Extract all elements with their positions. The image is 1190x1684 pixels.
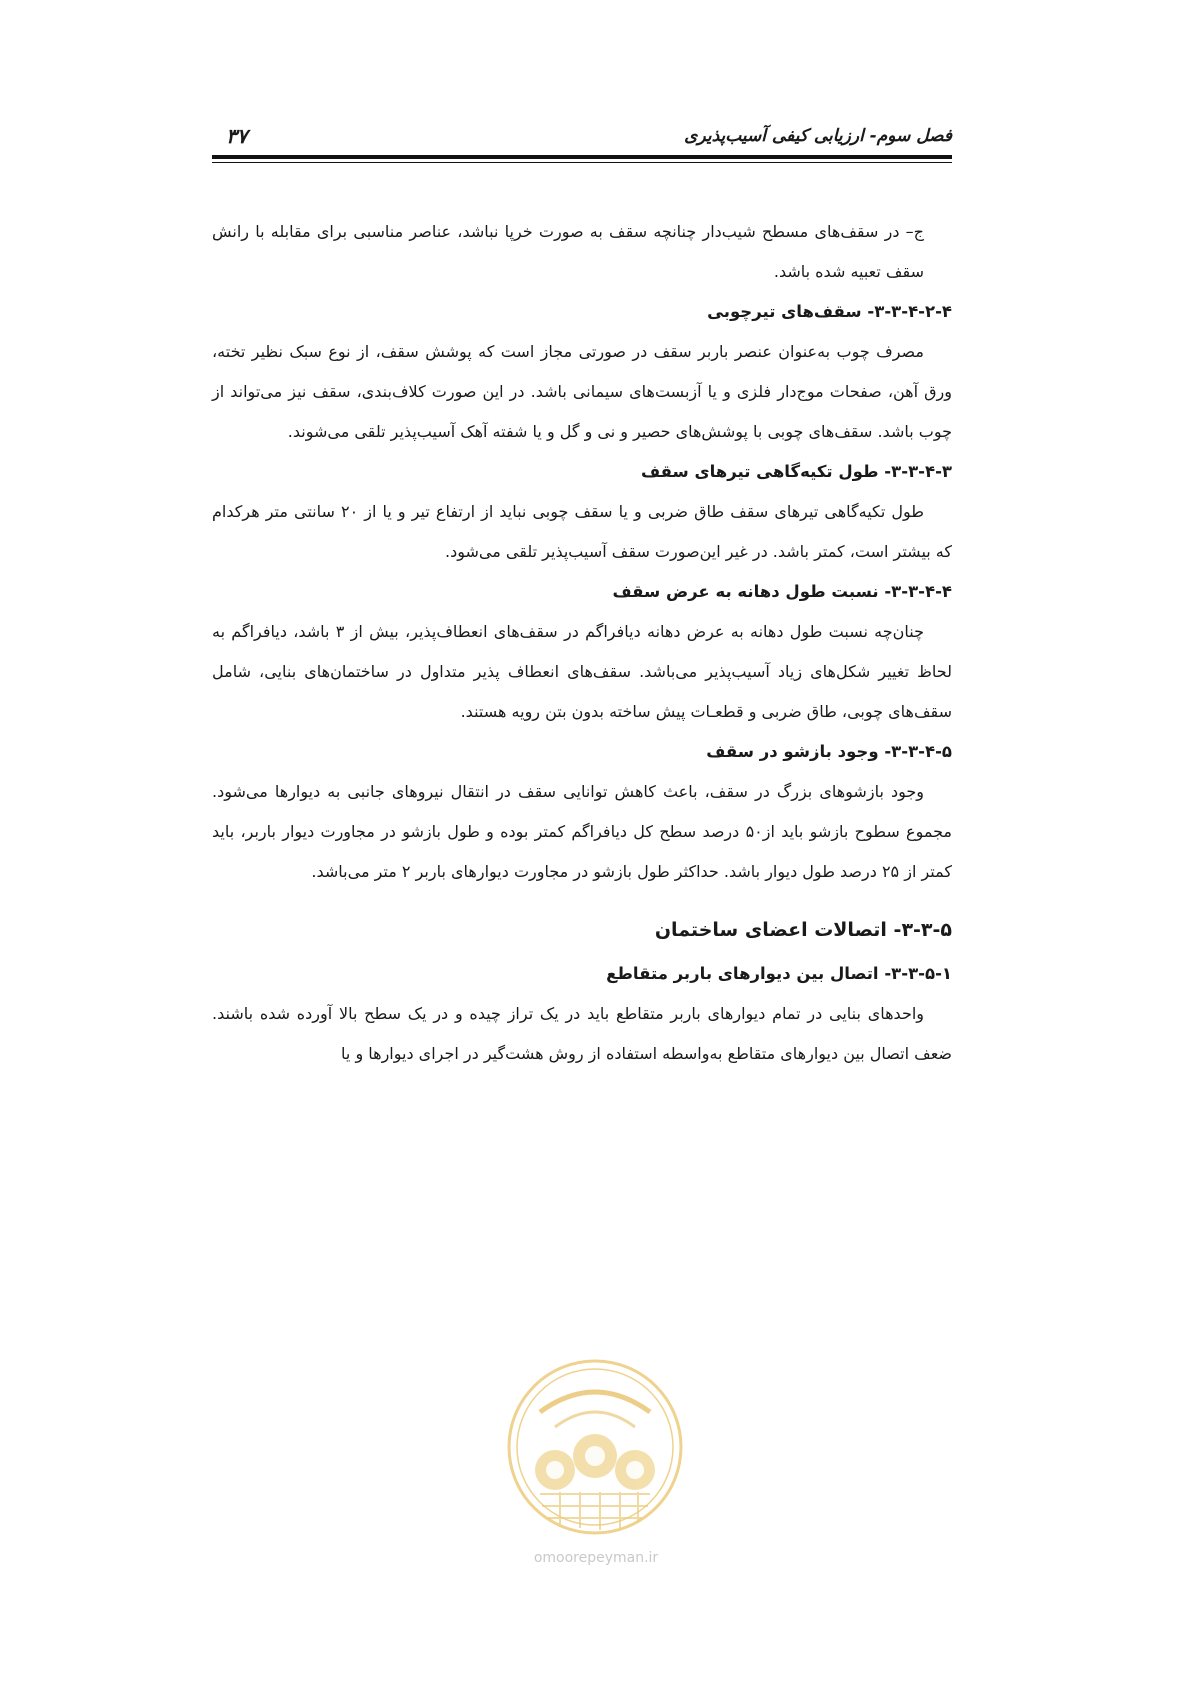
heading-connections: ۳-۳-۵- اتصالات اعضای ساختمان [654, 919, 952, 941]
heading-openings: ۳-۳-۴-۵- وجود بازشو در سقف [706, 742, 952, 761]
heading-span-ratio: ۳-۳-۴-۴- نسبت طول دهانه به عرض سقف [612, 582, 952, 601]
paragraph-wood-roofs: مصرف چوب به‌عنوان عنصر باربر سقف در صورتی مجاز است که پوشش سقف، از نوع سبک نظیر تخته، ورق آهن، صفحات موج‌دار فلزی و یا آزبست‌های سیمانی باشد. در این صورت کلاف‌بندی، سقف نیز می‌تواند از چوب باشد. سقف‌های چوبی با پوشش‌های حصیر و نی و گل و یا شفته آهک آسیب‌پذیر تلقی می‌شوند. [212, 342, 952, 441]
watermark-url: omoorepeyman.ir [533, 1550, 659, 1566]
page-body [212, 212, 952, 1074]
paragraph-openings: وجود بازشوهای بزرگ در سقف، باعث کاهش توانایی سقف در انتقال نیروهای جانبی به دیوارها می‌شود. مجموع سطوح بازشو باید از۵۰ درصد سطح کل دیافراگم کمتر بوده و طول بازشو در مجاورت دیوار باربر، باید کمتر از ۲۵ درصد طول دیوار باشد. حداکثر طول بازشو در مجاورت دیوارهای باربر ۲ متر می‌باشد. [212, 782, 953, 881]
header-rule-thin [212, 162, 952, 163]
chapter-title: فصل سوم- ارزیابی کیفی آسیب‌پذیری [684, 126, 952, 146]
page-header [212, 124, 952, 154]
paragraph-wall-connection: واحدهای بنایی در تمام دیوارهای باربر متقاطع باید در یک تراز چیده و در یک سطح بالا آورده شده باشند. ضعف اتصال بین دیوارهای متقاطع به‌واسطه استفاده از روش هشت‌گیر در اجرای دیوارها و یا [212, 1004, 952, 1063]
page-number: ۳۷ [226, 124, 248, 148]
header-rule-thick [212, 155, 952, 159]
heading-wood-roofs: ۳-۳-۴-۲-۴- سقف‌های تیرچوبی [707, 302, 952, 321]
item-j-paragraph: ج– در سقف‌های مسطح شیب‌دار چنانچه سقف به صورت خرپا نباشد، عناصر مناسبی برای مقابله با رانش سقف تعبیه شده باشد. [212, 222, 924, 281]
logo-emblem-icon [500, 1352, 690, 1542]
heading-bearing-length: ۳-۳-۴-۳- طول تکیه‌گاهی تیرهای سقف [640, 462, 952, 481]
watermark-logo [500, 1352, 690, 1542]
paragraph-bearing-length: طول تکیه‌گاهی تیرهای سقف طاق ضربی و یا سقف چوبی نباید از ارتفاع تیر و یا از ۲۰ سانتی متر هرکدام که بیشتر است، کمتر باشد. در غیر این‌صورت سقف آسیب‌پذیر تلقی می‌شود. [212, 502, 952, 561]
heading-wall-connection: ۳-۳-۵-۱- اتصال بین دیوارهای باربر متقاطع [606, 964, 952, 983]
paragraph-span-ratio: چنان‌چه نسبت طول دهانه به عرض دهانه دیافراگم در سقف‌های انعطاف‌پذیر، بیش از ۳ باشد، دیافراگم به لحاظ تغییر شکل‌های زیاد آسیب‌پذیر می‌باشد. سقف‌های انعطاف پذیر متداول در ساختمان‌های بنایی، شامل سقف‌های چوبی، طاق ضربی و قطعـات پیش ساخته بدون بتن رویه هستند. [212, 622, 952, 721]
